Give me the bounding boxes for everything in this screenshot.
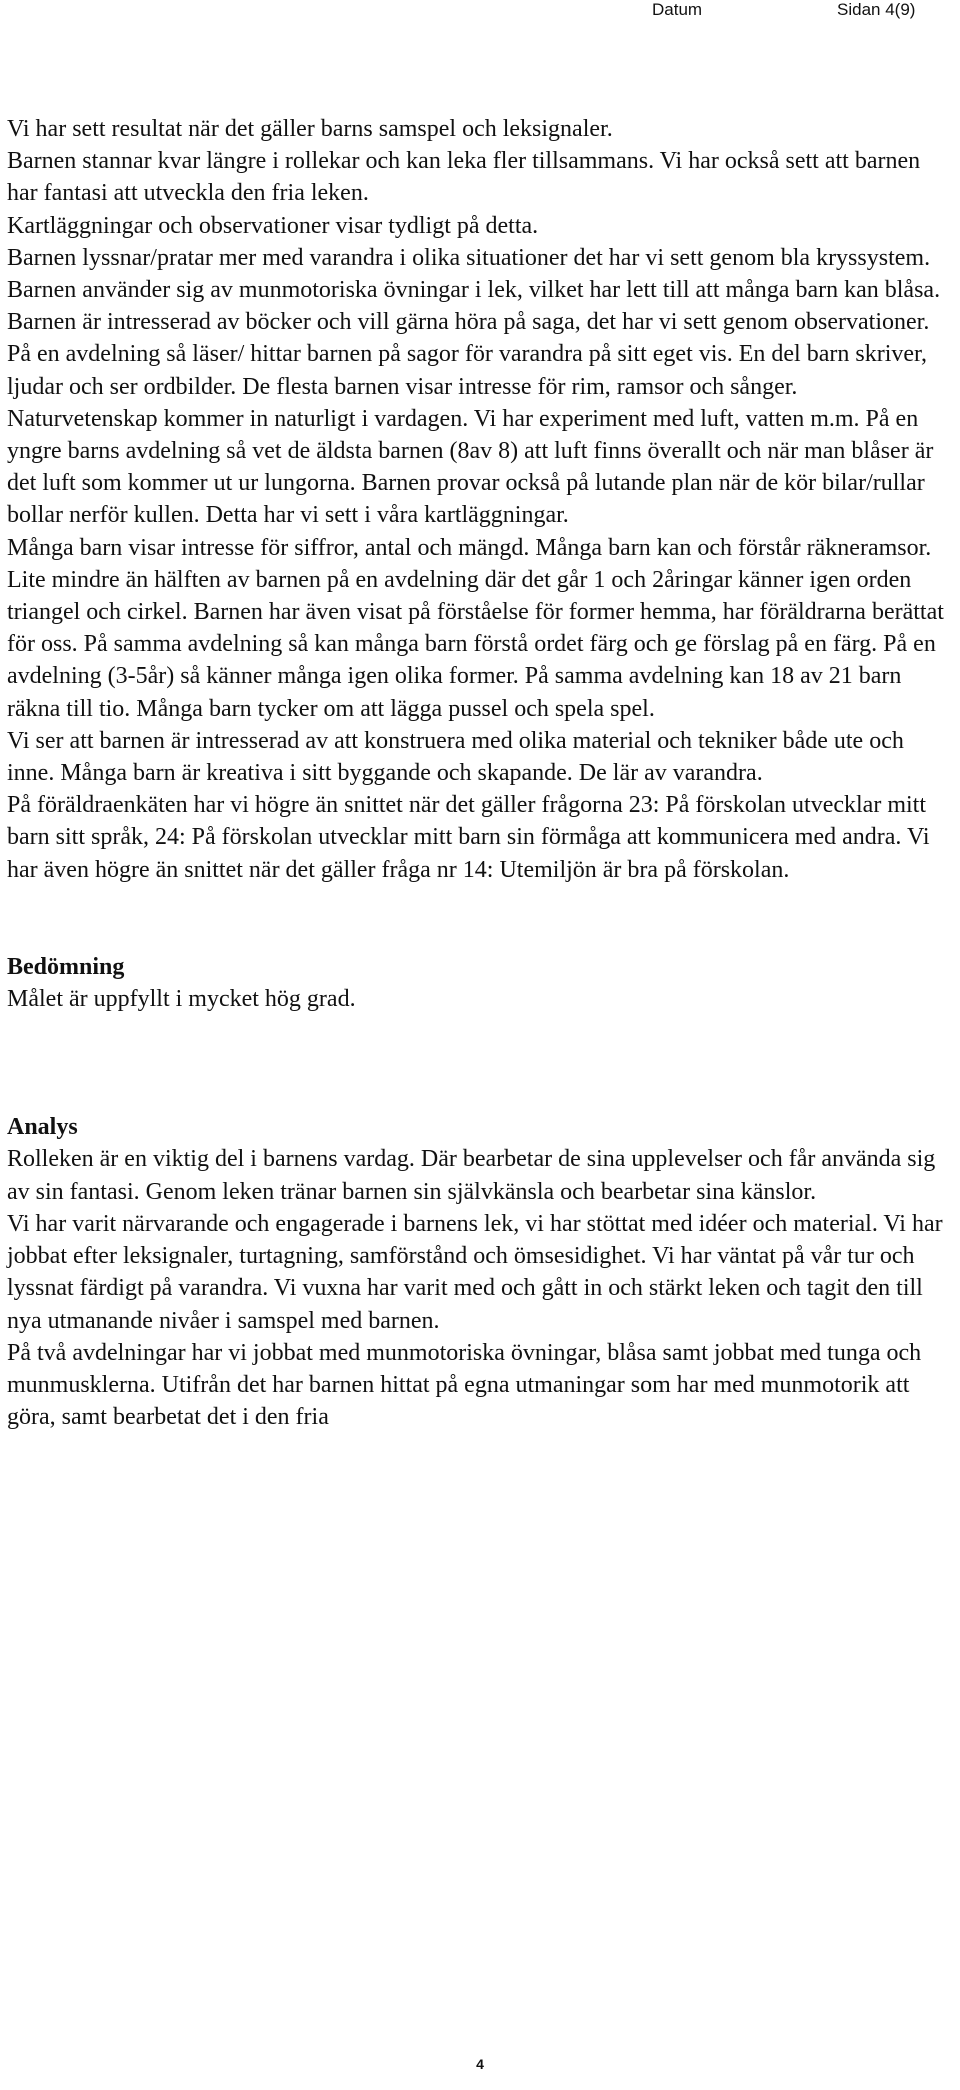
header-page-label: Sidan 4(9) (837, 0, 916, 19)
section-spacer (7, 1015, 952, 1111)
assessment-heading: Bedömning (7, 953, 125, 980)
document-body (7, 113, 952, 1433)
assessment-text: Målet är uppfyllt i mycket hög grad. (7, 986, 356, 1013)
page-number: 4 (476, 2056, 484, 2072)
analysis-paragraph: Rolleken är en viktig del i barnens vardag. Där bearbetar de sina upplevelser och får använda sig av sin fantasi. Genom leken tränar barnen sin självkänsla och bearbetar sina känslor. Vi har varit närvarande och engagerade i barnens lek, vi har stöttat med idéer och material. Vi har jobbat efter leksignaler, turtagning, samförstånd och ömsesidighet. Vi har väntat på vår tur och lyssnat färdigt på varandra. Vi vuxna har varit med och gått in och stärkt leken och tagit den till nya utmanande nivåer i samspel med barnen. På två avdelningar har vi jobbat med munmotoriska övningar, blåsa samt jobbat med tunga och munmusklerna. Utifrån det har barnen hittat på egna utmaningar som har med munmotorik att göra, samt bearbetat det i den fria (7, 1146, 943, 1431)
section-spacer (7, 886, 952, 951)
results-paragraph: Vi har sett resultat när det gäller barns samspel och leksignaler. Barnen stannar kvar längre i rollekar och kan leka fler tillsammans. Vi har också sett att barnen har fantasi att utveckla den fria leken. Kartläggningar och observationer visar tydligt på detta. Barnen lyssnar/pratar mer med varandra i olika situationer det har vi sett genom bla kryssystem. Barnen använder sig av munmotoriska övningar i lek, vilket har lett till att många barn kan blåsa. Barnen är intresserad av böcker och vill gärna höra på saga, det har vi sett genom observationer. På en avdelning så läser/ hittar barnen på sagor för varandra på sitt eget vis. En del barn skriver, ljudar och ser ordbilder. De flesta barnen visar intresse för rim, ramsor och sånger. Naturvetenskap kommer in naturligt i vardagen. Vi har experiment med luft, vatten m.m. På en yngre barns avdelning så vet de äldsta barnen (8av 8) att luft finns överallt och när man blåser är det luft som kommer ut ur lungorna. Barnen provar också på lutande plan när de kör bilar/rullar bollar nerför kullen. Detta har vi sett i våra kartläggningar. Många barn visar intresse för siffror, antal och mängd. Många barn kan och förstår räkneramsor. Lite mindre än hälften av barnen på en avdelning där det går 1 och 2åringar känner igen orden triangel och cirkel. Barnen har även visat på förståelse för former hemma, har föräldrarna berättat för oss. På samma avdelning så kan många barn förstå ordet färg och ge förslag på en färg. På en avdelning (3-5år) så känner många igen olika former. På samma avdelning kan 18 av 21 barn räkna till tio. Många barn tycker om att lägga pussel och spela spel. Vi ser att barnen är intresserad av att konstruera med olika material och tekniker både ute och inne. Många barn är kreativa i sitt byggande och skapande. De lär av varandra. På föräldraenkäten har vi högre än snittet när det gäller frågorna 23: På förskolan utvecklar mitt barn sitt språk, 24: På förskolan utvecklar mitt barn sin förmåga att kommunicera med andra. Vi har även högre än snittet när det gäller fråga nr 14: Utemiljön är bra på förskolan. (7, 116, 944, 883)
header-date-label: Datum (652, 0, 703, 19)
analysis-heading: Analys (7, 1114, 78, 1141)
page-header (0, 0, 960, 22)
